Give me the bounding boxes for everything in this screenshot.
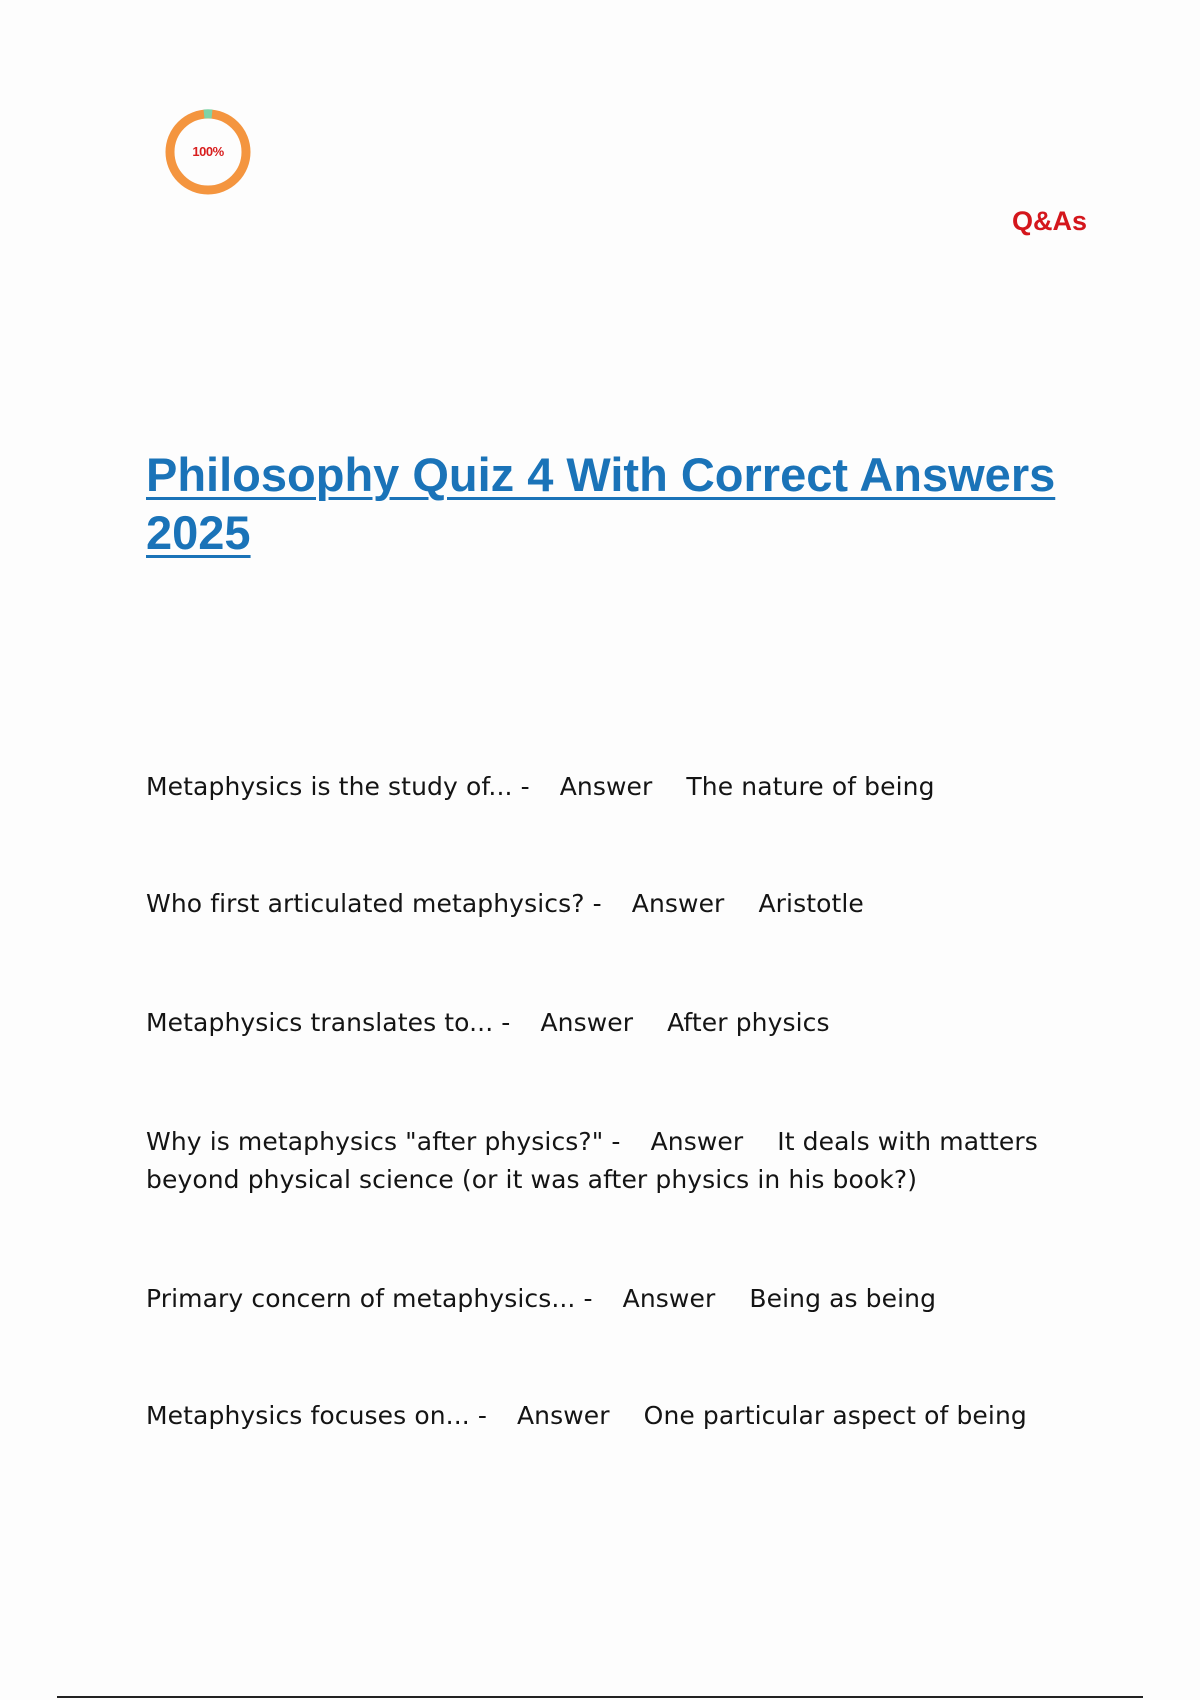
qa-item xyxy=(146,1397,1076,1435)
answer-text: One particular aspect of being xyxy=(643,1401,1027,1430)
answer-label: Answer xyxy=(540,1008,634,1037)
qa-item xyxy=(146,885,1076,923)
question-text: Metaphysics is the study of... - xyxy=(146,772,530,801)
answer-text: Being as being xyxy=(749,1284,937,1313)
question-text: Metaphysics focuses on... - xyxy=(146,1401,487,1430)
answer-text: Aristotle xyxy=(758,889,864,918)
section-label: Q&As xyxy=(1011,206,1087,236)
answer-label: Answer xyxy=(516,1401,610,1430)
answer-label: Answer xyxy=(559,772,653,801)
answer-label: Answer xyxy=(650,1127,744,1156)
qa-item xyxy=(146,768,1076,806)
badge-percentage: 100% xyxy=(192,144,224,159)
qa-item xyxy=(146,1123,1076,1199)
document-title[interactable]: Philosophy Quiz 4 With Correct Answers 2025 xyxy=(146,448,1056,559)
answer-text: It deals with matters beyond physical science (or it was after physics in his book?) xyxy=(146,1127,1038,1194)
question-text: Primary concern of metaphysics... - xyxy=(146,1284,593,1313)
answer-text: After physics xyxy=(667,1008,830,1037)
answer-label: Answer xyxy=(631,889,725,918)
question-text: Metaphysics translates to... - xyxy=(146,1008,511,1037)
question-text: Why is metaphysics "after physics?" - xyxy=(146,1127,621,1156)
question-text: Who first articulated metaphysics? - xyxy=(146,889,602,918)
answer-text: The nature of being xyxy=(686,772,935,801)
qa-item xyxy=(146,1280,1076,1318)
footer-divider xyxy=(57,1696,1143,1698)
completion-badge xyxy=(164,108,252,196)
answer-label: Answer xyxy=(622,1284,716,1313)
qa-item xyxy=(146,1004,1076,1042)
